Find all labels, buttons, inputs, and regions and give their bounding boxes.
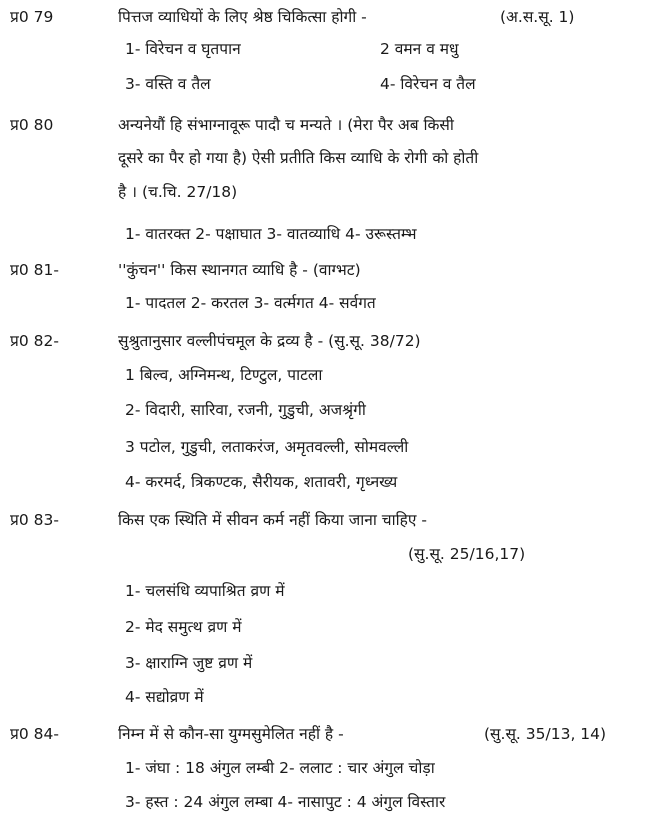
q79-reference: (अ.स.सू. 1)	[500, 8, 575, 26]
q80-text-line2: दूसरे का पैर हो गया है) ऐसी प्रतीति किस व्याधि के रोगी को होती	[118, 149, 479, 167]
q84-text: निम्न में से कौन-सा युग्मसुमेलित नहीं है -	[118, 725, 344, 743]
q79-option-1: 1- विरेचन व घृतपान	[125, 40, 241, 58]
q79-number: प्र0 79	[10, 8, 54, 26]
q84-row-2: 3- हस्त : 24 अंगुल लम्बा 4- नासापुट : 4 अंगुल विस्तार	[125, 793, 446, 811]
q81-number: प्र0 81-	[10, 261, 59, 279]
q83-reference: (सु.सू. 25/16,17)	[408, 545, 526, 563]
q79-option-3: 3- वस्ति व तैल	[125, 75, 211, 93]
q83-option-1: 1- चलसंधि व्यपाश्रित व्रण में	[125, 582, 285, 600]
q80-options: 1- वातरक्त 2- पक्षाघात 3- वातव्याधि 4- उरूस्तम्भ	[125, 225, 417, 243]
q81-text: ''कुंचन'' किस स्थानगत व्याधि है - (वाग्भट)	[118, 261, 361, 279]
q83-text: किस एक स्थिति में सीवन कर्म नहीं किया जाना चाहिए -	[118, 511, 427, 529]
q82-text: सुश्रुतानुसार वल्लीपंचमूल के द्रव्य है - (सु.सू. 38/72)	[118, 332, 421, 350]
q83-number: प्र0 83-	[10, 511, 59, 529]
q79-option-2: 2 वमन व मधु	[380, 40, 459, 58]
q79-option-4: 4- विरेचन व तैल	[380, 75, 476, 93]
q84-row-1: 1- जंघा : 18 अंगुल लम्बी 2- ललाट : चार अंगुल चोड़ा	[125, 759, 435, 777]
q82-option-3: 3 पटोल, गुडुची, लताकरंज, अमृतवल्ली, सोमवल्ली	[125, 438, 409, 456]
q80-text-line1: अन्यनेयौं हि संभाग्नावूरू पादौ च मन्यते । (मेरा पैर अब किसी	[118, 116, 454, 134]
q84-number: प्र0 84-	[10, 725, 59, 743]
q81-options: 1- पादतल 2- करतल 3- वर्त्मगत 4- सर्वगत	[125, 294, 376, 312]
q80-text-line3: है । (च.चि. 27/18)	[118, 183, 238, 201]
q82-option-2: 2- विदारी, सारिवा, रजनी, गुडुची, अजश्रृंगी	[125, 401, 366, 419]
q82-option-4: 4- करमर्द, त्रिकण्टक, सैरीयक, शतावरी, गृध्नख्य	[125, 473, 398, 491]
q84-reference: (सु.सू. 35/13, 14)	[484, 725, 607, 743]
q83-option-4: 4- सद्योव्रण में	[125, 688, 204, 706]
q80-number: प्र0 80	[10, 116, 54, 134]
q79-text: पित्तज व्याधियों के लिए श्रेष्ठ चिकित्सा होगी -	[118, 8, 367, 26]
q82-number: प्र0 82-	[10, 332, 59, 350]
q83-option-2: 2- मेद समुत्थ व्रण में	[125, 618, 242, 636]
q82-option-1: 1 बिल्व, अग्निमन्थ, टिण्टुल, पाटला	[125, 366, 323, 384]
q83-option-3: 3- क्षाराग्नि जुष्ट व्रण में	[125, 654, 253, 672]
